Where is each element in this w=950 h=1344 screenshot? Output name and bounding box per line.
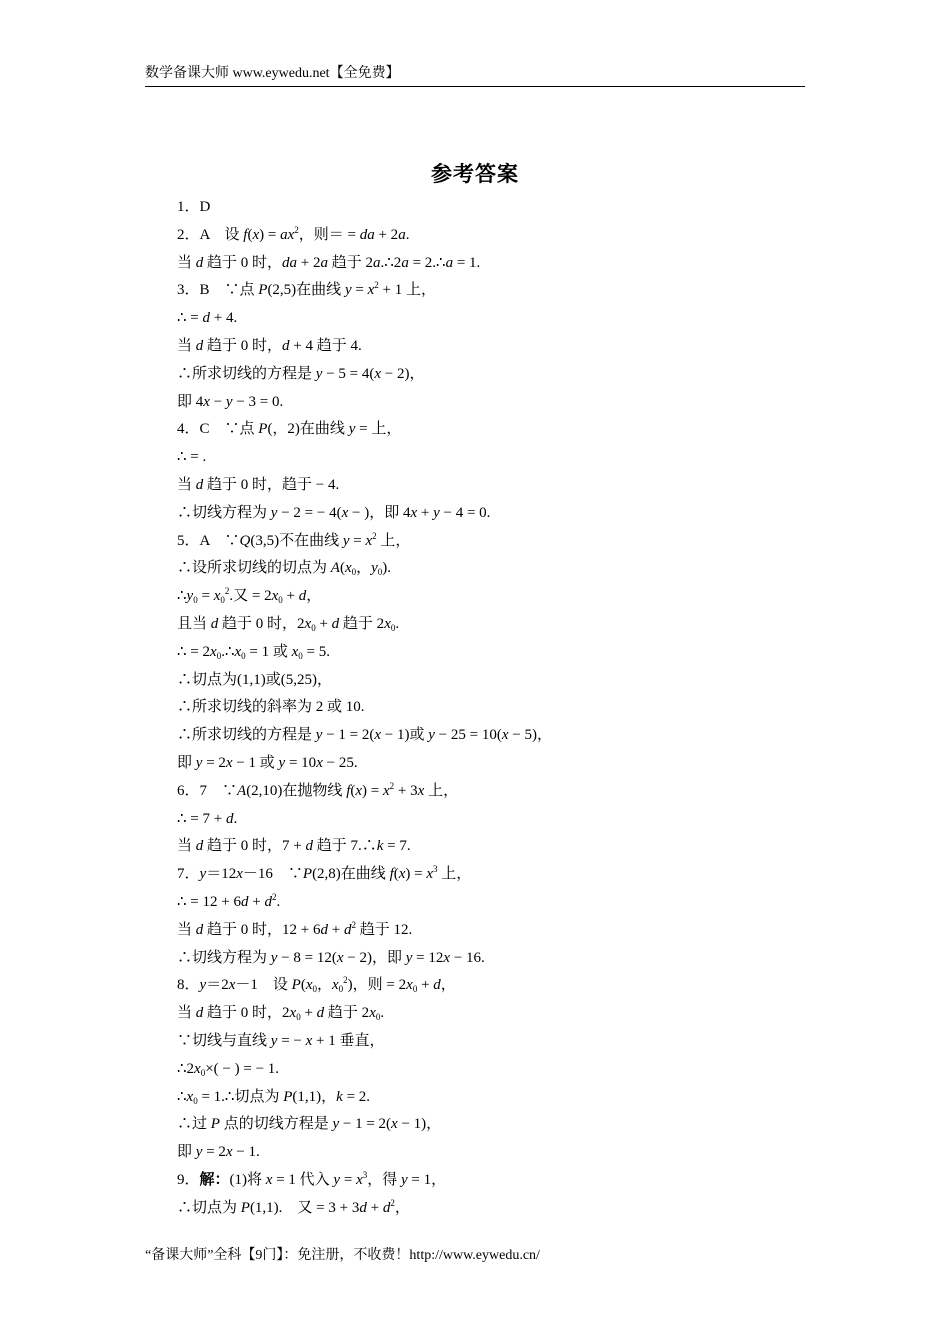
page-header: [145, 64, 805, 87]
answer-line: 且当 d 趋于 0 时，$2x_0 + d$ 趋于 $2x_0$.: [177, 615, 400, 633]
answer-line: ∴切线方程为 y − 8 = 12(x − 2)，即 y = 12x − 16.: [177, 949, 485, 966]
answer-line: 当 d 趋于 0 时，$12 + 6d + d^2$ 趋于 12.: [177, 919, 413, 938]
answer-line: 3．B ∵点 P(2,5)在曲线 $y = x^2 + 1$ 上，: [177, 280, 436, 299]
answer-line: ∴过 P 点的切线方程是 y − 1 = 2(x − 1)，: [177, 1116, 442, 1133]
answer-line: ∴所求切线的方程是 y − 1 = 2(x − 1)或 y − 25 = 10(x − 5)，: [177, 727, 552, 744]
answer-line: ∵切线与直线 y = − x + 1 垂直，: [177, 1032, 385, 1049]
header-text: 数学备课大师 www.eywedu.net【全免费】: [145, 66, 400, 81]
answer-line: 7．y＝12x－16 ∵P(2,8)在曲线 $f(x) = x^3$ 上，: [177, 864, 472, 883]
answer-line: ∴所求切线的方程是 y − 5 = 4(x − 2)，: [177, 365, 425, 382]
answer-line: 9．解：(1)将 x = 1 代入 $y = x^3$，得 y = 1，: [177, 1169, 447, 1188]
answer-body: [177, 194, 817, 1222]
answer-line: 当 d 趋于 0 时，趋于 − 4.: [177, 476, 340, 493]
answer-line: 2．A 设 $f(x) = ax^2$，则＝ = da + 2a.: [177, 224, 410, 243]
answer-line: 1．D: [177, 199, 211, 215]
answer-line: 即 y = 2x − 1.: [177, 1144, 260, 1161]
answer-line: ∴切点为(1,1)或(5,25)，: [177, 671, 332, 688]
answer-line: 8．y＝2x－1 设 $P(x_0$，$x_0^2$)，则 = $2x_0 + d$，: [177, 975, 456, 995]
answer-line: 即 4x − y − 3 = 0.: [177, 393, 284, 410]
answer-line: ∴ = $12 + 6d + d^2$.: [177, 891, 281, 910]
answer-line: ∴所求切线的斜率为 2 或 10.: [177, 699, 365, 716]
answer-line: 当 d 趋于 0 时，d + 4 趋于 4.: [177, 337, 362, 354]
answer-line: 当 d 趋于 0 时，$2x_0 + d$ 趋于 $2x_0$.: [177, 1005, 385, 1023]
page-footer: “备课大师”全科【9门】：免注册，不收费！http://www.eywedu.cn/: [145, 1248, 540, 1263]
answer-line: ∴ = .: [177, 449, 207, 466]
answer-line: $\therefore x_0$ = 1.∴切点为 P(1,1)，k = 2.: [177, 1088, 371, 1106]
answer-line: ∴ = d + 4.: [177, 310, 238, 327]
answer-line: ∴ = 7 + d.: [177, 810, 238, 827]
answer-line: $\therefore y_0 = x_0^2$.又 = $2x_0 + d$，: [177, 586, 322, 606]
answer-line: ∴设所求切线的切点为 $A(x_0$，$y_0$).: [177, 560, 392, 578]
answer-line: 6．7 ∵A(2,10)在抛物线 $f(x) = x^2 + 3x$ 上，: [177, 780, 459, 799]
answer-line: 4．C ∵点 P(，2)在曲线 y = 上，: [177, 421, 402, 438]
page-title: 参考答案: [431, 162, 519, 186]
answer-line: $\therefore 2x_0\times$( − ) = − 1.: [177, 1060, 280, 1078]
answer-line: 当 d 趋于 0 时，da + 2a 趋于 2a.∴2a = 2.∴a = 1.: [177, 254, 481, 271]
answer-line: 5．A ∵Q(3,5)不在曲线 $y = x^2$ 上，: [177, 530, 411, 549]
answer-line: 即 y = 2x − 1 或 y = 10x − 25.: [177, 754, 358, 771]
answer-line: ∴切点为 P(1,1). 又 = $3 + 3d + d^2$，: [177, 1197, 410, 1216]
answer-line: ∴切线方程为 y − 2 = − 4(x − )，即 4x + y − 4 = 0.: [177, 504, 491, 521]
answer-line: ∴ = $2x_0.\therefore x_0 = 1$ 或 $x_0 = 5$.: [177, 643, 331, 661]
answer-line: 当 d 趋于 0 时，7 + d 趋于 7.∴k = 7.: [177, 838, 411, 855]
